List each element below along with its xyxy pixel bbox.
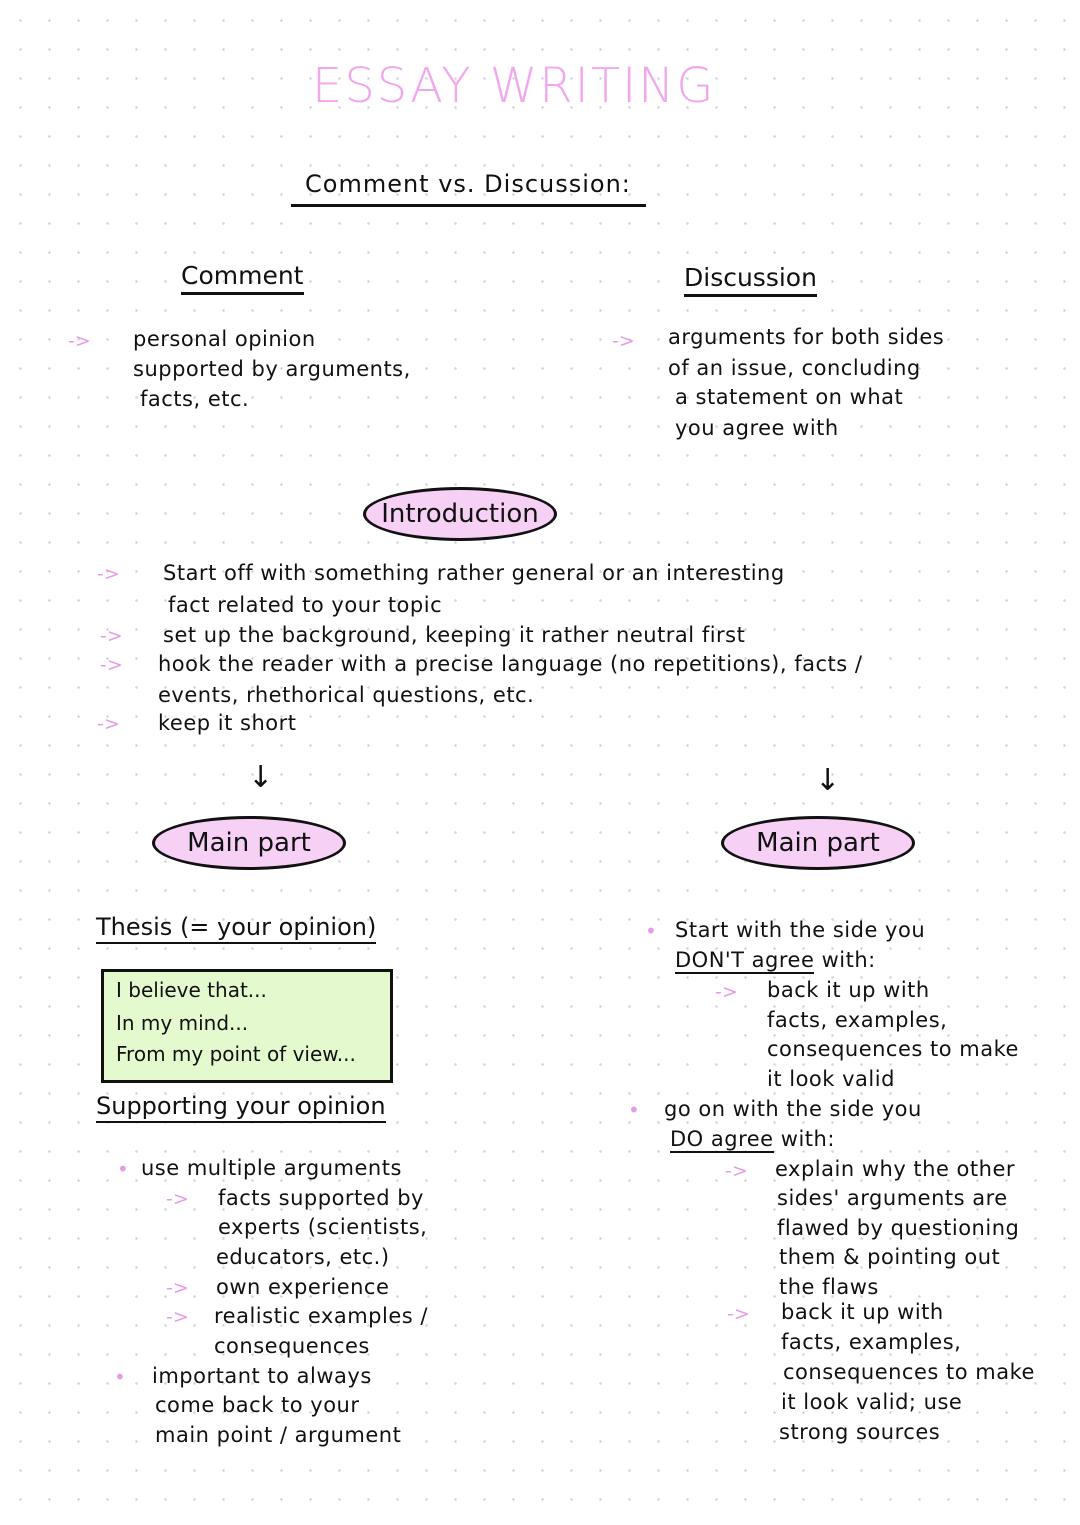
intro-line: keep it short <box>158 711 297 735</box>
discussion-line: of an issue, concluding <box>668 356 921 380</box>
discussion-line: arguments for both sides <box>668 325 945 349</box>
support-line: use multiple arguments <box>141 1156 402 1180</box>
right-line: consequences to make <box>767 1037 1019 1061</box>
arrow-icon: -> <box>100 654 123 676</box>
right-line: facts, examples, <box>781 1330 962 1354</box>
arrow-icon: -> <box>725 1160 748 1182</box>
right-line: back it up with <box>767 978 930 1002</box>
right-line: the flaws <box>779 1275 879 1299</box>
support-line: important to always <box>152 1364 372 1388</box>
right-line: it look valid; use <box>781 1390 963 1414</box>
bullet-icon: • <box>117 1157 129 1181</box>
main-part-right-pill <box>721 816 915 870</box>
right-line: facts, examples, <box>767 1008 948 1032</box>
dont-agree-emphasis: DON'T agree <box>675 948 815 972</box>
bullet-icon: • <box>114 1365 126 1389</box>
subtitle-underline <box>291 204 646 207</box>
right-line: Start with the side you <box>675 918 926 942</box>
page-title: ESSAY WRITING <box>312 58 716 114</box>
arrow-icon: -> <box>97 563 120 585</box>
thesis-phrase: In my mind... <box>116 1011 249 1035</box>
support-line: consequences <box>214 1334 370 1358</box>
intro-line: set up the background, keeping it rather neutral first <box>163 623 746 647</box>
main-part-left-heading: Main part <box>187 828 311 858</box>
right-line: it look valid <box>767 1067 895 1091</box>
support-line: realistic examples / <box>214 1304 428 1328</box>
thesis-heading: Thesis (= your opinion) <box>96 913 376 944</box>
right-line: with: <box>821 948 876 972</box>
thesis-phrase-box <box>101 969 393 1083</box>
comment-line: facts, etc. <box>140 387 250 411</box>
right-line: go on with the side you <box>664 1097 922 1121</box>
discussion-line: you agree with <box>675 416 839 440</box>
right-line-group <box>670 1124 835 1154</box>
support-line: main point / argument <box>155 1423 402 1447</box>
right-line-group <box>675 945 876 975</box>
down-arrow-icon: ↓ <box>248 760 274 795</box>
arrow-icon: -> <box>97 713 120 735</box>
thesis-phrase: From my point of view... <box>116 1042 356 1066</box>
right-line: sides' arguments are <box>777 1186 1008 1210</box>
right-line: with: <box>780 1127 835 1151</box>
bullet-icon: • <box>628 1098 640 1122</box>
arrow-icon: -> <box>100 625 123 647</box>
support-line: educators, etc.) <box>216 1245 390 1269</box>
support-line: come back to your <box>155 1393 360 1417</box>
introduction-heading: Introduction <box>381 499 539 529</box>
supporting-heading: Supporting your opinion <box>96 1092 386 1123</box>
support-line: own experience <box>216 1275 390 1299</box>
arrow-icon: -> <box>68 330 91 352</box>
down-arrow-icon: ↓ <box>815 763 841 798</box>
discussion-line: a statement on what <box>675 385 904 409</box>
main-part-left-pill <box>152 816 346 870</box>
intro-line: hook the reader with a precise language (no repetitions), facts / <box>158 652 863 676</box>
arrow-icon: -> <box>727 1303 750 1325</box>
comment-line: supported by arguments, <box>133 357 411 381</box>
arrow-icon: -> <box>612 330 635 352</box>
do-agree-emphasis: DO agree <box>670 1127 774 1151</box>
comment-line: personal opinion <box>133 327 316 351</box>
right-line: consequences to make <box>783 1360 1035 1384</box>
right-line: flawed by questioning <box>777 1216 1020 1240</box>
right-line: them & pointing out <box>779 1245 1001 1269</box>
support-line: experts (scientists, <box>218 1215 428 1239</box>
intro-line: Start off with something rather general or an interesting <box>163 561 785 585</box>
arrow-icon: -> <box>715 981 738 1003</box>
support-line: facts supported by <box>218 1186 424 1210</box>
arrow-icon: -> <box>166 1188 189 1210</box>
comment-heading: Comment <box>181 261 304 295</box>
thesis-phrase: I believe that... <box>116 978 267 1002</box>
main-part-right-heading: Main part <box>756 828 880 858</box>
right-line: strong sources <box>779 1420 941 1444</box>
discussion-heading: Discussion <box>684 263 817 297</box>
arrow-icon: -> <box>166 1306 189 1328</box>
introduction-pill <box>363 487 557 541</box>
right-line: back it up with <box>781 1300 944 1324</box>
right-line: explain why the other <box>775 1157 1016 1181</box>
intro-line: events, rhethorical questions, etc. <box>158 683 535 707</box>
subtitle: Comment vs. Discussion: <box>305 170 631 198</box>
arrow-icon: -> <box>166 1277 189 1299</box>
bullet-icon: • <box>645 919 657 943</box>
intro-line: fact related to your topic <box>168 593 443 617</box>
